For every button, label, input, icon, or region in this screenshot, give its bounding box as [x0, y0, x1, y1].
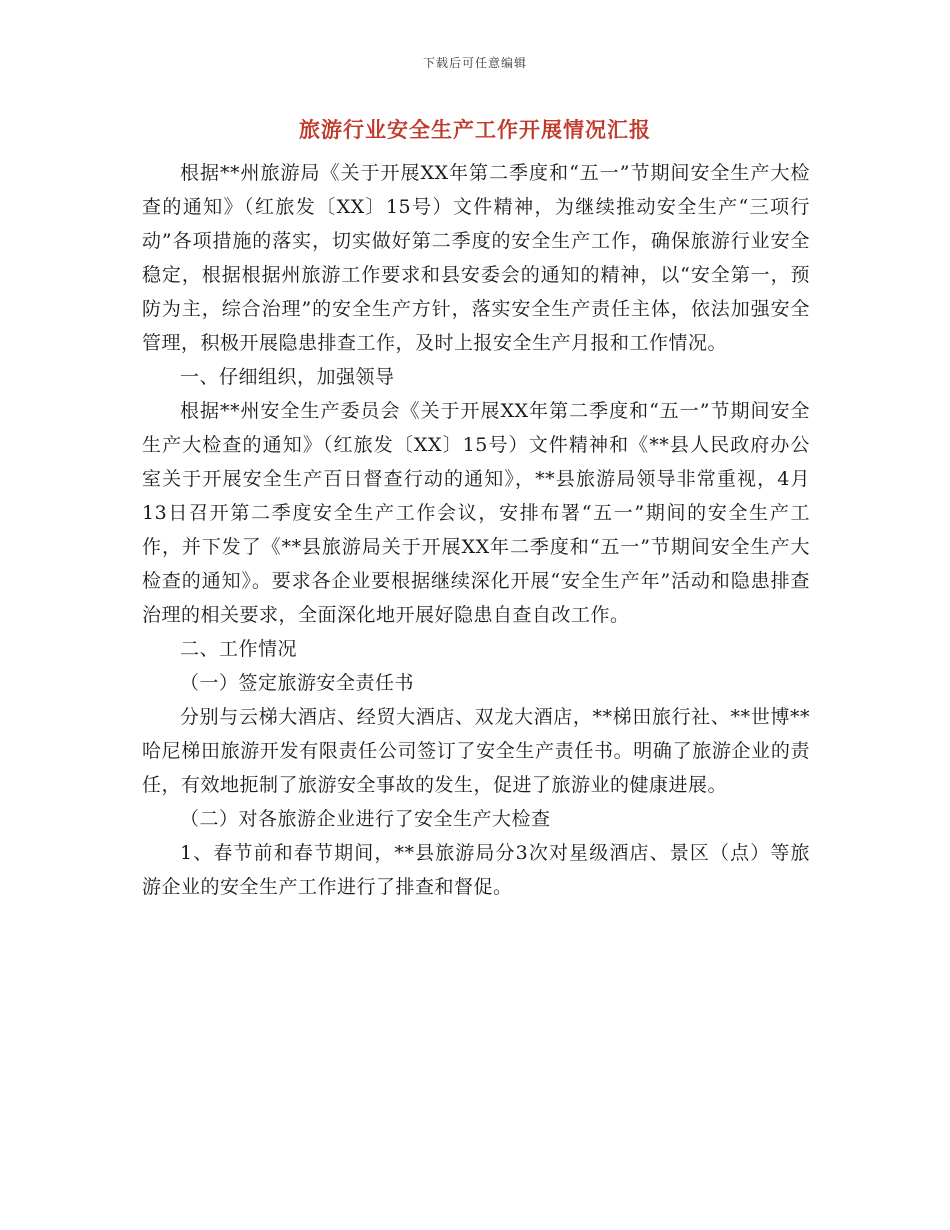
paragraph-subsection-1: 分别与云梯大酒店、经贸大酒店、双龙大酒店，**梯田旅行社、**世博**哈尼梯田旅游开发有限责任公司签订了安全生产责任书。明确了旅游企业的责任，有效地扼制了旅游安全事故的发生，促进了旅游业的健康进展。	[142, 706, 810, 796]
subsection-heading-2: （二）对各旅游企业进行了安全生产大检查	[180, 808, 551, 830]
section-heading-1: 一、仔细组织，加强领导	[180, 366, 395, 388]
section-heading-2: 二、工作情况	[180, 638, 298, 660]
paragraph-subsection-2-item-1: 1、春节前和春节期间，**县旅游局分3次对星级酒店、景区（点）等旅游企业的安全生产工作进行了排查和督促。	[142, 842, 810, 898]
paragraph-section-1: 根据**州安全生产委员会《关于开展XX年第二季度和“五一”节期间安全生产大检查的通知》（红旅发〔XX〕15号）文件精神和《**县人民政府办公室关于开展安全生产百日督查行动的通知》，**县旅游局领导非常重视，4月13日召开第二季度安全生产工作会议，安排布署“五一”期间的安全生产工作，并下发了《**县旅游局关于开展XX年二季度和“五一”节期间安全生产大检查的通知》。要求各企业要根据继续深化开展“安全生产年”活动和隐患排查治理的相关要求，全面深化地开展好隐患自查自改工作。	[142, 400, 810, 626]
subsection-heading-1: （一）签定旅游安全责任书	[180, 672, 415, 694]
document-body	[142, 156, 810, 904]
paragraph-intro: 根据**州旅游局《关于开展XX年第二季度和“五一”节期间安全生产大检查的通知》（红旅发〔XX〕15号）文件精神，为继续推动安全生产“三项行动”各项措施的落实，切实做好第二季度的安全生产工作，确保旅游行业安全稳定，根据根据州旅游工作要求和县安委会的通知的精神，以“安全第一，预防为主，综合治理”的安全生产方针，落实安全生产责任主体，依法加强安全管理，积极开展隐患排查工作，及时上报安全生产月报和工作情况。	[142, 162, 810, 354]
header-note: 下载后可任意编辑	[422, 56, 527, 70]
document-title: 旅游行业安全生产工作开展情况汇报	[299, 117, 651, 142]
